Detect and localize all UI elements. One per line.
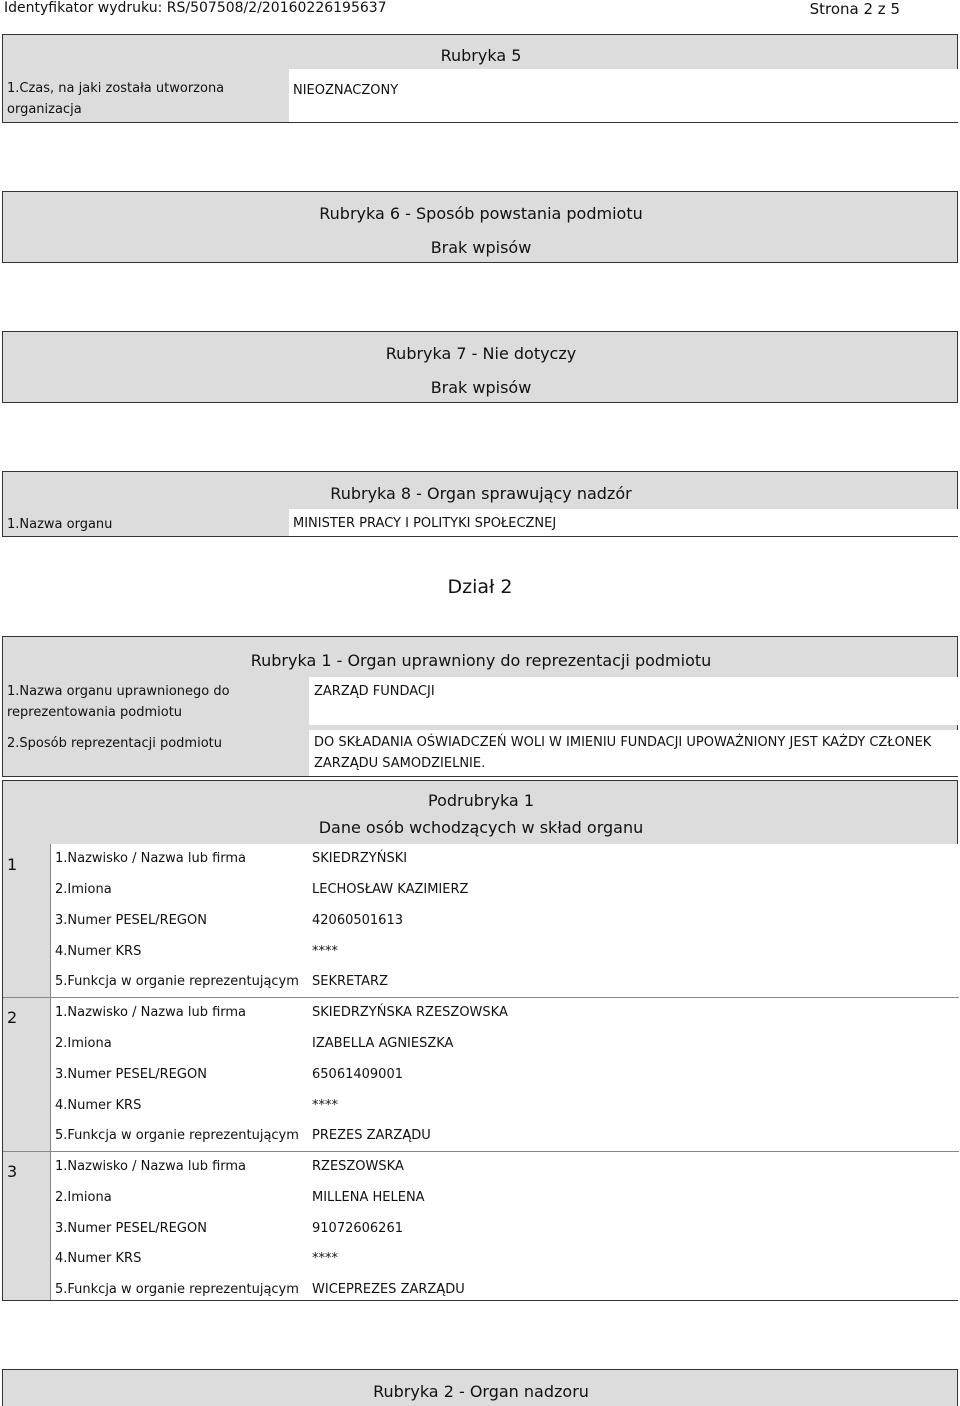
person-3-function: WICEPREZES ZARZĄDU — [312, 1282, 465, 1297]
person-1-names-label: 2.Imiona — [55, 882, 112, 897]
rubryka-1-value-2: DO SKŁADANIA OŚWIADCZEŃ WOLI W IMIENIU FUNDACJI UPOWAŻNIONY JEST KAŻDY CZŁONEK ZARZĄDU SAMODZIELNIE. — [314, 735, 932, 771]
person-2-pesel: 65061409001 — [312, 1067, 403, 1082]
person-divider-1 — [3, 997, 959, 998]
person-2-pesel-label: 3.Numer PESEL/REGON — [55, 1067, 207, 1082]
person-2-surname-label: 1.Nazwisko / Nazwa lub firma — [55, 1005, 247, 1020]
person-1-pesel: 42060501613 — [312, 913, 403, 928]
person-3-function-label: 5.Funkcja w organie reprezentującym — [55, 1282, 299, 1297]
person-3-pesel-label: 3.Numer PESEL/REGON — [55, 1221, 207, 1236]
rubryka-8-title: Rubryka 8 - Organ sprawujący nadzór — [330, 484, 632, 503]
rubryka-5-label: 1.Czas, na jaki została utworzona organizacja — [7, 81, 225, 117]
dzial-2-title: Dział 2 — [447, 576, 513, 598]
podrubryka-1-box — [2, 780, 958, 1301]
rubryka-1-label-2: 2.Sposób reprezentacji podmiotu — [7, 736, 222, 751]
person-3-surname: RZESZOWSKA — [312, 1159, 404, 1174]
person-1-function: SEKRETARZ — [312, 974, 389, 989]
persons-table-left-border — [50, 844, 51, 1300]
person-2-function-label: 5.Funkcja w organie reprezentującym — [55, 1128, 299, 1143]
rubryka-8-value: MINISTER PRACY I POLITYKI SPOŁECZNEJ — [293, 516, 557, 531]
rubryka-2-box — [2, 1369, 958, 1406]
rubryka-8-label: 1.Nazwa organu — [7, 517, 113, 532]
rubryka-5-box — [2, 34, 958, 123]
rubryka-5-value: NIEOZNACZONY — [293, 83, 399, 98]
rubryka-7-box — [2, 331, 958, 403]
person-1-names: LECHOSŁAW KAZIMIERZ — [312, 882, 469, 897]
person-3-krs-label: 4.Numer KRS — [55, 1251, 142, 1266]
person-2-names: IZABELLA AGNIESZKA — [312, 1036, 454, 1051]
rubryka-1-value-1-cell — [309, 677, 958, 725]
person-3-pesel: 91072606261 — [312, 1221, 403, 1236]
person-3-number: 3 — [7, 1162, 18, 1181]
person-1-function-label: 5.Funkcja w organie reprezentującym — [55, 974, 299, 989]
person-2-krs: **** — [312, 1098, 338, 1113]
print-identifier: Identyfikator wydruku: RS/507508/2/20160226195637 — [4, 0, 387, 16]
person-3-krs: **** — [312, 1251, 338, 1266]
page-number: Strona 2 z 5 — [809, 0, 900, 18]
podrubryka-1-title: Podrubryka 1 — [428, 791, 534, 810]
person-2-names-label: 2.Imiona — [55, 1036, 112, 1051]
rubryka-1-label-1: 1.Nazwa organu uprawnionego do reprezentowania podmiotu — [7, 684, 230, 720]
rubryka-6-value: Brak wpisów — [430, 238, 532, 257]
person-divider-2 — [3, 1151, 959, 1152]
podrubryka-1-subtitle: Dane osób wchodzących w skład organu — [318, 818, 644, 837]
rubryka-6-box — [2, 191, 958, 263]
person-1-krs: **** — [312, 944, 338, 959]
rubryka-1-title: Rubryka 1 - Organ uprawniony do reprezentacji podmiotu — [250, 651, 712, 670]
rubryka-2-title: Rubryka 2 - Organ nadzoru — [373, 1382, 589, 1401]
person-2-function: PREZES ZARZĄDU — [312, 1128, 431, 1143]
rubryka-1-value-1: ZARZĄD FUNDACJI — [314, 684, 435, 699]
rubryka-5-value-cell — [289, 69, 958, 122]
rubryka-6-title: Rubryka 6 - Sposób powstania podmiotu — [319, 204, 643, 223]
rubryka-7-title: Rubryka 7 - Nie dotyczy — [385, 344, 577, 363]
person-1-surname: SKIEDRZYŃSKI — [312, 851, 408, 866]
rubryka-1-value-2-cell — [309, 730, 958, 776]
rubryka-7-value: Brak wpisów — [430, 378, 532, 397]
person-3-names: MILLENA HELENA — [312, 1190, 425, 1205]
person-3-surname-label: 1.Nazwisko / Nazwa lub firma — [55, 1159, 247, 1174]
person-2-krs-label: 4.Numer KRS — [55, 1098, 142, 1113]
person-1-surname-label: 1.Nazwisko / Nazwa lub firma — [55, 851, 247, 866]
person-2-surname: SKIEDRZYŃSKA RZESZOWSKA — [312, 1005, 508, 1020]
rubryka-1-box — [2, 636, 958, 777]
person-3-names-label: 2.Imiona — [55, 1190, 112, 1205]
person-1-krs-label: 4.Numer KRS — [55, 944, 142, 959]
rubryka-8-value-cell — [289, 509, 958, 536]
rubryka-8-box — [2, 471, 958, 537]
person-2-number: 2 — [7, 1008, 18, 1027]
person-1-pesel-label: 3.Numer PESEL/REGON — [55, 913, 207, 928]
person-1-number: 1 — [7, 855, 18, 874]
rubryka-5-title: Rubryka 5 — [440, 46, 522, 65]
